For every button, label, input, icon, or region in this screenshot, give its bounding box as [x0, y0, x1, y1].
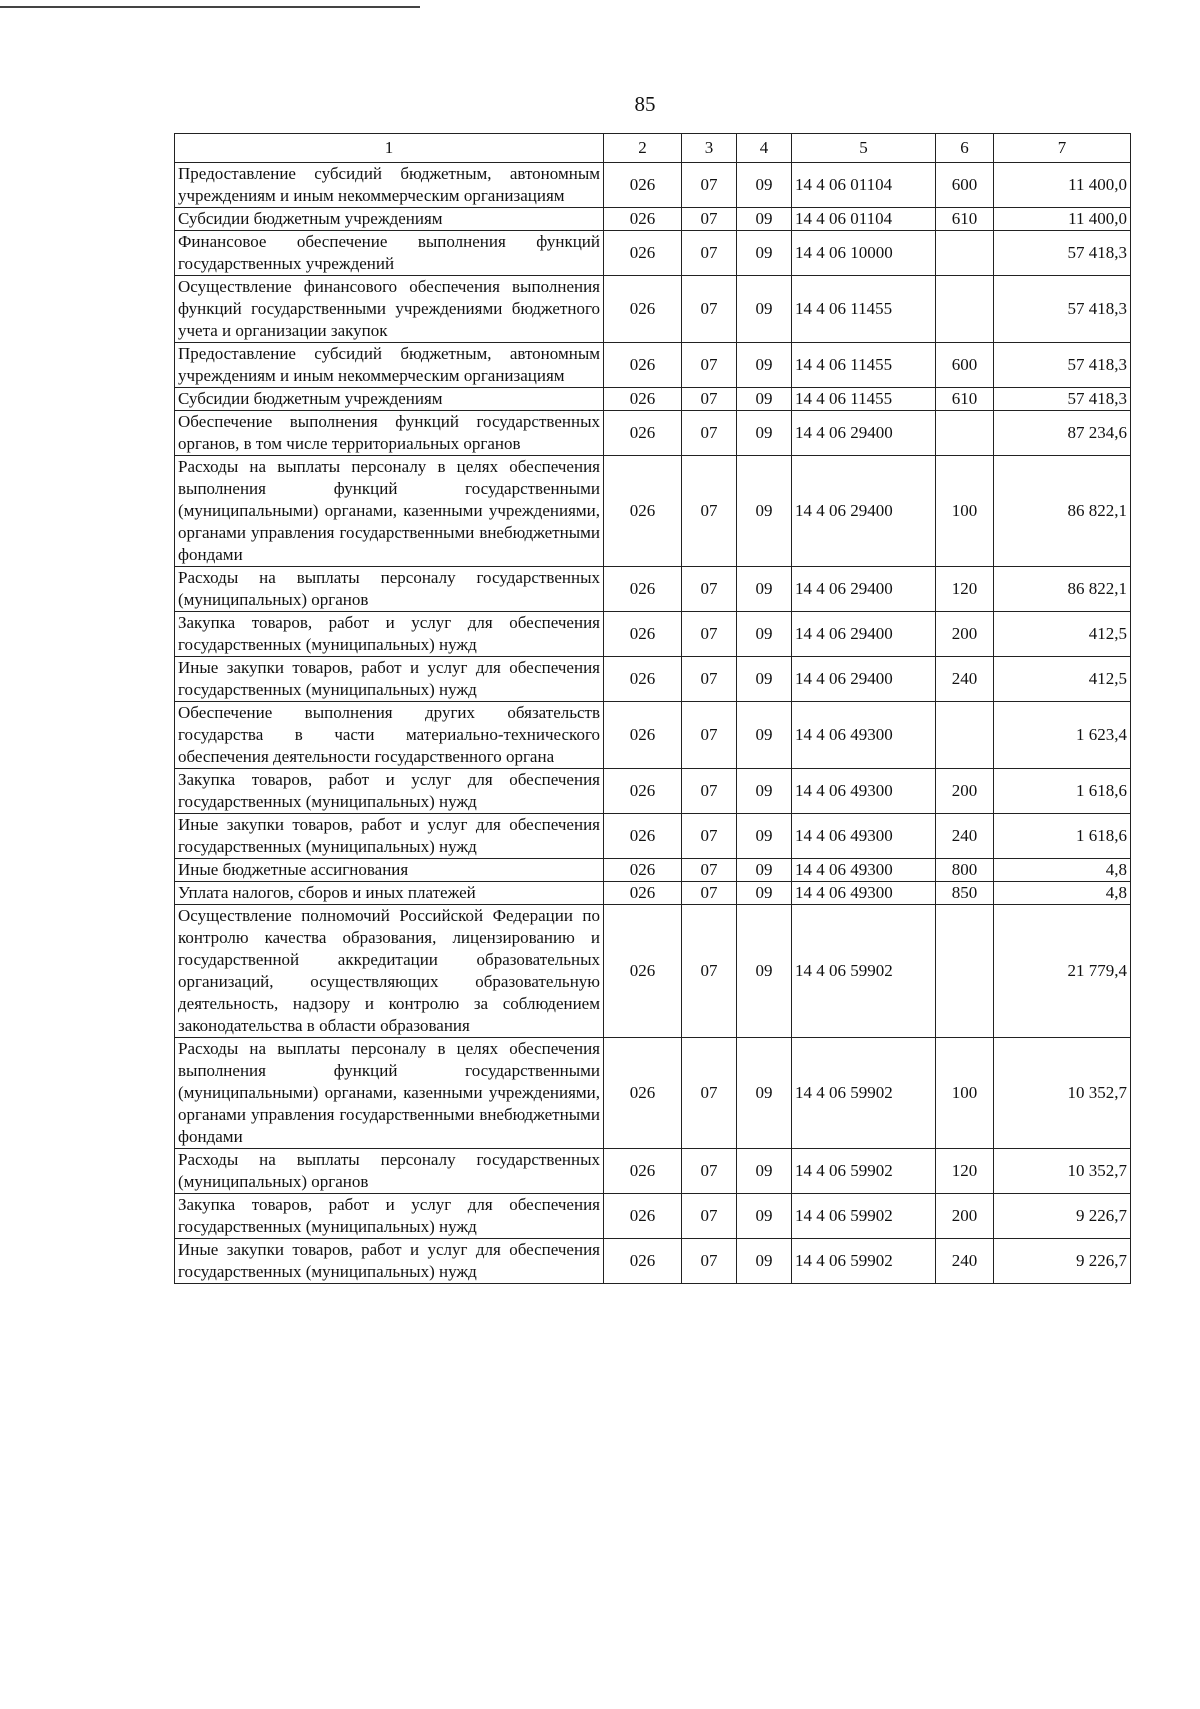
- subsection-code: 09: [737, 388, 792, 411]
- target-article-code: 14 4 06 01104: [792, 208, 936, 231]
- ministry-code: 026: [604, 411, 682, 456]
- target-article-code: 14 4 06 49300: [792, 814, 936, 859]
- expense-type-code: 600: [936, 343, 994, 388]
- target-article-code: 14 4 06 29400: [792, 657, 936, 702]
- table-row: [175, 814, 1131, 859]
- subsection-code: 09: [737, 1194, 792, 1239]
- column-header: 2: [604, 134, 682, 163]
- table-row: [175, 657, 1131, 702]
- table-row: [175, 276, 1131, 343]
- section-code: 07: [682, 343, 737, 388]
- expense-type-code: 240: [936, 657, 994, 702]
- table-row: [175, 859, 1131, 882]
- table-body: [175, 163, 1131, 1284]
- subsection-code: 09: [737, 163, 792, 208]
- target-article-code: 14 4 06 29400: [792, 612, 936, 657]
- expense-type-code: 120: [936, 567, 994, 612]
- row-description: Уплата налогов, сборов и иных платежей: [175, 882, 604, 905]
- target-article-code: 14 4 06 29400: [792, 456, 936, 567]
- row-description: Обеспечение выполнения других обязательств государства в части материально-технического обеспечения деятельности государственного органа: [175, 702, 604, 769]
- ministry-code: 026: [604, 612, 682, 657]
- subsection-code: 09: [737, 657, 792, 702]
- target-article-code: 14 4 06 11455: [792, 388, 936, 411]
- ministry-code: 026: [604, 859, 682, 882]
- row-description: Расходы на выплаты персоналу государственных (муниципальных) органов: [175, 1149, 604, 1194]
- ministry-code: 026: [604, 882, 682, 905]
- target-article-code: 14 4 06 49300: [792, 769, 936, 814]
- section-code: 07: [682, 612, 737, 657]
- ministry-code: 026: [604, 657, 682, 702]
- subsection-code: 09: [737, 882, 792, 905]
- amount: 87 234,6: [994, 411, 1131, 456]
- expense-type-code: [936, 276, 994, 343]
- expense-type-code: 200: [936, 612, 994, 657]
- table-row: [175, 567, 1131, 612]
- ministry-code: 026: [604, 1239, 682, 1284]
- amount: 57 418,3: [994, 343, 1131, 388]
- row-description: Субсидии бюджетным учреждениям: [175, 208, 604, 231]
- ministry-code: 026: [604, 343, 682, 388]
- section-code: 07: [682, 388, 737, 411]
- amount: 9 226,7: [994, 1239, 1131, 1284]
- target-article-code: 14 4 06 49300: [792, 859, 936, 882]
- subsection-code: 09: [737, 1239, 792, 1284]
- ministry-code: 026: [604, 905, 682, 1038]
- section-code: 07: [682, 905, 737, 1038]
- target-article-code: 14 4 06 59902: [792, 1239, 936, 1284]
- subsection-code: 09: [737, 702, 792, 769]
- table-row: [175, 769, 1131, 814]
- section-code: 07: [682, 702, 737, 769]
- row-description: Расходы на выплаты персоналу в целях обеспечения выполнения функций государственными (муниципальными) органами, казенными учреждениями, органами управления государственными внебюджетными фондами: [175, 1038, 604, 1149]
- target-article-code: 14 4 06 29400: [792, 411, 936, 456]
- section-code: 07: [682, 769, 737, 814]
- row-description: Осуществление полномочий Российской Федерации по контролю качества образования, лицензированию и государственной аккредитации образовательных организаций, осуществляющих образовательную деятельность, надзору и контролю за соблюдением законодательства в области образования: [175, 905, 604, 1038]
- subsection-code: 09: [737, 769, 792, 814]
- expense-type-code: 610: [936, 208, 994, 231]
- subsection-code: 09: [737, 343, 792, 388]
- expense-type-code: [936, 905, 994, 1038]
- amount: 86 822,1: [994, 456, 1131, 567]
- ministry-code: 026: [604, 769, 682, 814]
- row-description: Закупка товаров, работ и услуг для обеспечения государственных (муниципальных) нужд: [175, 769, 604, 814]
- table-row: [175, 388, 1131, 411]
- subsection-code: 09: [737, 456, 792, 567]
- expense-type-code: 610: [936, 388, 994, 411]
- row-description: Закупка товаров, работ и услуг для обеспечения государственных (муниципальных) нужд: [175, 612, 604, 657]
- amount: 11 400,0: [994, 163, 1131, 208]
- section-code: 07: [682, 1149, 737, 1194]
- target-article-code: 14 4 06 59902: [792, 1149, 936, 1194]
- subsection-code: 09: [737, 1149, 792, 1194]
- row-description: Иные бюджетные ассигнования: [175, 859, 604, 882]
- column-header: 6: [936, 134, 994, 163]
- row-description: Финансовое обеспечение выполнения функций государственных учреждений: [175, 231, 604, 276]
- table-row: [175, 1239, 1131, 1284]
- expense-type-code: 200: [936, 1194, 994, 1239]
- expense-type-code: 200: [936, 769, 994, 814]
- ministry-code: 026: [604, 814, 682, 859]
- expense-type-code: 100: [936, 456, 994, 567]
- subsection-code: 09: [737, 814, 792, 859]
- header-row: [175, 134, 1131, 163]
- table-row: [175, 1038, 1131, 1149]
- target-article-code: 14 4 06 49300: [792, 702, 936, 769]
- table-row: [175, 411, 1131, 456]
- amount: 11 400,0: [994, 208, 1131, 231]
- column-header: 4: [737, 134, 792, 163]
- table-row: [175, 702, 1131, 769]
- section-code: 07: [682, 657, 737, 702]
- ministry-code: 026: [604, 456, 682, 567]
- table-row: [175, 456, 1131, 567]
- target-article-code: 14 4 06 59902: [792, 1038, 936, 1149]
- amount: 1 623,4: [994, 702, 1131, 769]
- section-code: 07: [682, 411, 737, 456]
- row-description: Иные закупки товаров, работ и услуг для обеспечения государственных (муниципальных) нужд: [175, 657, 604, 702]
- amount: 10 352,7: [994, 1149, 1131, 1194]
- ministry-code: 026: [604, 231, 682, 276]
- ministry-code: 026: [604, 276, 682, 343]
- section-code: 07: [682, 859, 737, 882]
- section-code: 07: [682, 208, 737, 231]
- amount: 4,8: [994, 882, 1131, 905]
- subsection-code: 09: [737, 859, 792, 882]
- subsection-code: 09: [737, 905, 792, 1038]
- section-code: 07: [682, 231, 737, 276]
- amount: 1 618,6: [994, 814, 1131, 859]
- section-code: 07: [682, 567, 737, 612]
- target-article-code: 14 4 06 01104: [792, 163, 936, 208]
- amount: 412,5: [994, 612, 1131, 657]
- page-number: 85: [634, 92, 656, 116]
- section-code: 07: [682, 1194, 737, 1239]
- column-header: 7: [994, 134, 1131, 163]
- ministry-code: 026: [604, 388, 682, 411]
- target-article-code: 14 4 06 11455: [792, 343, 936, 388]
- row-description: Осуществление финансового обеспечения выполнения функций государственными учреждениями бюджетного учета и организации закупок: [175, 276, 604, 343]
- amount: 4,8: [994, 859, 1131, 882]
- amount: 86 822,1: [994, 567, 1131, 612]
- subsection-code: 09: [737, 276, 792, 343]
- target-article-code: 14 4 06 11455: [792, 276, 936, 343]
- row-description: Предоставление субсидий бюджетным, автономным учреждениям и иным некоммерческим организациям: [175, 163, 604, 208]
- ministry-code: 026: [604, 1038, 682, 1149]
- table-row: [175, 231, 1131, 276]
- section-code: 07: [682, 163, 737, 208]
- amount: 21 779,4: [994, 905, 1131, 1038]
- amount: 412,5: [994, 657, 1131, 702]
- section-code: 07: [682, 1239, 737, 1284]
- section-code: 07: [682, 276, 737, 343]
- ministry-code: 026: [604, 1149, 682, 1194]
- expense-type-code: 600: [936, 163, 994, 208]
- expense-type-code: 100: [936, 1038, 994, 1149]
- target-article-code: 14 4 06 10000: [792, 231, 936, 276]
- row-description: Расходы на выплаты персоналу в целях обеспечения выполнения функций государственными (муниципальными) органами, казенными учреждениями, органами управления государственными внебюджетными фондами: [175, 456, 604, 567]
- expense-type-code: 120: [936, 1149, 994, 1194]
- table-row: [175, 612, 1131, 657]
- table-row: [175, 343, 1131, 388]
- table-row: [175, 905, 1131, 1038]
- subsection-code: 09: [737, 1038, 792, 1149]
- target-article-code: 14 4 06 59902: [792, 905, 936, 1038]
- ministry-code: 026: [604, 163, 682, 208]
- expense-type-code: 240: [936, 814, 994, 859]
- amount: 57 418,3: [994, 276, 1131, 343]
- amount: 9 226,7: [994, 1194, 1131, 1239]
- table-row: [175, 1149, 1131, 1194]
- subsection-code: 09: [737, 567, 792, 612]
- target-article-code: 14 4 06 29400: [792, 567, 936, 612]
- ministry-code: 026: [604, 567, 682, 612]
- subsection-code: 09: [737, 411, 792, 456]
- table-row: [175, 882, 1131, 905]
- section-code: 07: [682, 814, 737, 859]
- row-description: Предоставление субсидий бюджетным, автономным учреждениям и иным некоммерческим организациям: [175, 343, 604, 388]
- row-description: Обеспечение выполнения функций государственных органов, в том числе территориальных органов: [175, 411, 604, 456]
- expense-type-code: 800: [936, 859, 994, 882]
- scan-top-rule: [0, 6, 420, 8]
- expense-type-code: 850: [936, 882, 994, 905]
- target-article-code: 14 4 06 49300: [792, 882, 936, 905]
- budget-table: [174, 133, 1131, 1284]
- row-description: Закупка товаров, работ и услуг для обеспечения государственных (муниципальных) нужд: [175, 1194, 604, 1239]
- section-code: 07: [682, 456, 737, 567]
- table-row: [175, 1194, 1131, 1239]
- table-row: [175, 208, 1131, 231]
- section-code: 07: [682, 1038, 737, 1149]
- ministry-code: 026: [604, 702, 682, 769]
- target-article-code: 14 4 06 59902: [792, 1194, 936, 1239]
- subsection-code: 09: [737, 612, 792, 657]
- amount: 1 618,6: [994, 769, 1131, 814]
- column-header: 1: [175, 134, 604, 163]
- amount: 57 418,3: [994, 388, 1131, 411]
- row-description: Иные закупки товаров, работ и услуг для обеспечения государственных (муниципальных) нужд: [175, 1239, 604, 1284]
- row-description: Иные закупки товаров, работ и услуг для обеспечения государственных (муниципальных) нужд: [175, 814, 604, 859]
- amount: 10 352,7: [994, 1038, 1131, 1149]
- expense-type-code: [936, 411, 994, 456]
- subsection-code: 09: [737, 231, 792, 276]
- column-header: 5: [792, 134, 936, 163]
- expense-type-code: [936, 702, 994, 769]
- column-header: 3: [682, 134, 737, 163]
- section-code: 07: [682, 882, 737, 905]
- ministry-code: 026: [604, 208, 682, 231]
- subsection-code: 09: [737, 208, 792, 231]
- ministry-code: 026: [604, 1194, 682, 1239]
- expense-type-code: 240: [936, 1239, 994, 1284]
- row-description: Расходы на выплаты персоналу государственных (муниципальных) органов: [175, 567, 604, 612]
- row-description: Субсидии бюджетным учреждениям: [175, 388, 604, 411]
- expense-type-code: [936, 231, 994, 276]
- amount: 57 418,3: [994, 231, 1131, 276]
- table-row: [175, 163, 1131, 208]
